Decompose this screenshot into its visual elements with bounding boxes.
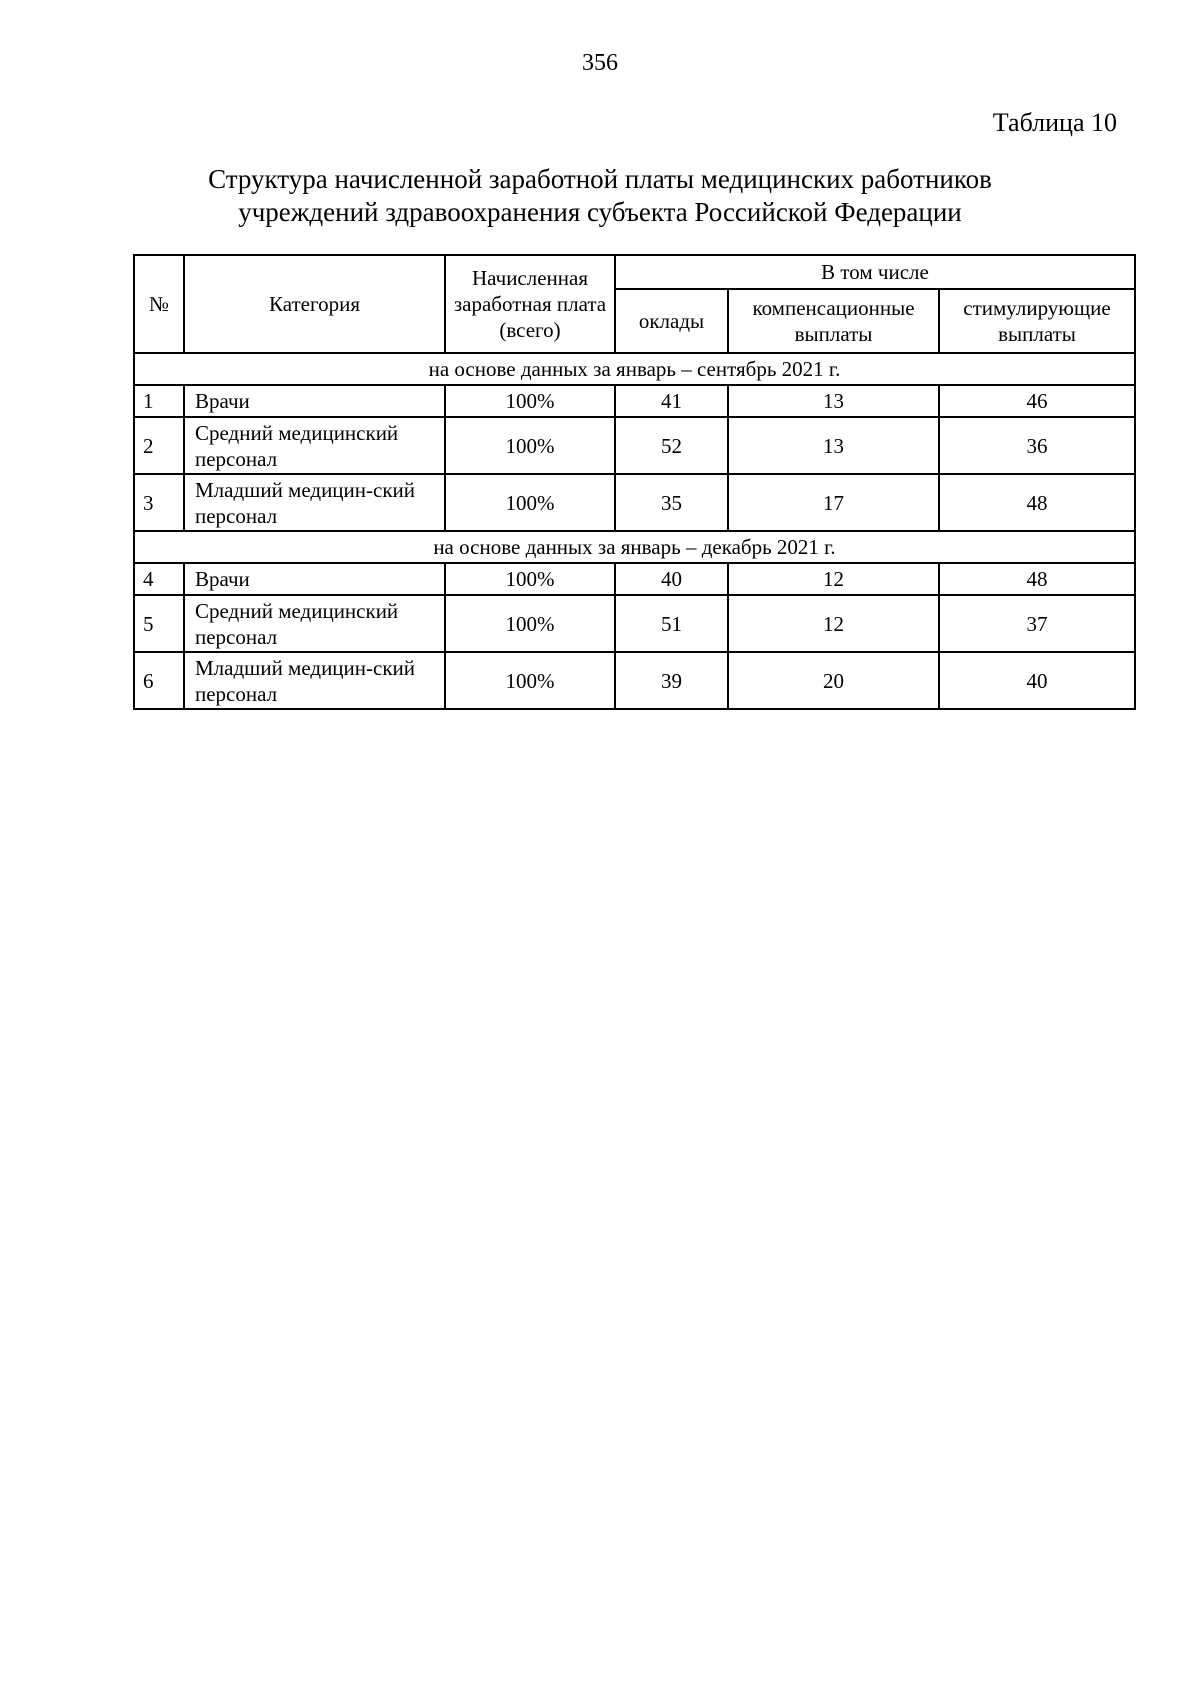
- row-category: Младший медицин-ский персонал: [184, 652, 445, 709]
- row-salaries: 51: [615, 595, 728, 652]
- row-compensation: 12: [728, 563, 939, 595]
- row-compensation: 13: [728, 417, 939, 474]
- row-number: 1: [134, 385, 184, 417]
- header-incentive: стимулирующие выплаты: [939, 289, 1135, 353]
- header-category: Категория: [184, 255, 445, 353]
- row-category: Врачи: [184, 385, 445, 417]
- row-number: 5: [134, 595, 184, 652]
- row-compensation: 13: [728, 385, 939, 417]
- title-line-2: учреждений здравоохранения субъекта Российской Федерации: [238, 197, 962, 227]
- section-title: на основе данных за январь – сентябрь 2021 г.: [134, 353, 1135, 385]
- table-row: [134, 474, 1135, 531]
- row-incentive: 48: [939, 474, 1135, 531]
- row-incentive: 48: [939, 563, 1135, 595]
- row-incentive: 36: [939, 417, 1135, 474]
- row-total: 100%: [445, 474, 615, 531]
- table-row: [134, 595, 1135, 652]
- row-number: 4: [134, 563, 184, 595]
- row-salaries: 40: [615, 563, 728, 595]
- row-total: 100%: [445, 652, 615, 709]
- row-compensation: 17: [728, 474, 939, 531]
- header-compensation: компенсационные выплаты: [728, 289, 939, 353]
- row-compensation: 12: [728, 595, 939, 652]
- row-number: 2: [134, 417, 184, 474]
- document-title: [0, 163, 1200, 229]
- row-total: 100%: [445, 417, 615, 474]
- row-total: 100%: [445, 595, 615, 652]
- table-row: [134, 417, 1135, 474]
- row-incentive: 46: [939, 385, 1135, 417]
- row-salaries: 35: [615, 474, 728, 531]
- row-category: Средний медицинский персонал: [184, 417, 445, 474]
- row-salaries: 39: [615, 652, 728, 709]
- row-number: 3: [134, 474, 184, 531]
- header-salaries: оклады: [615, 289, 728, 353]
- section-title: на основе данных за январь – декабрь 2021 г.: [134, 531, 1135, 563]
- header-total: Начисленная заработная плата (всего): [445, 255, 615, 353]
- row-number: 6: [134, 652, 184, 709]
- header-number: №: [134, 255, 184, 353]
- row-category: Врачи: [184, 563, 445, 595]
- table-row: [134, 652, 1135, 709]
- salary-structure-table: [133, 254, 1136, 710]
- table-label: Таблица 10: [992, 108, 1117, 137]
- header-including: В том числе: [615, 255, 1135, 289]
- row-salaries: 52: [615, 417, 728, 474]
- row-total: 100%: [445, 563, 615, 595]
- page-number: 356: [582, 50, 618, 76]
- row-compensation: 20: [728, 652, 939, 709]
- table-row: [134, 563, 1135, 595]
- row-category: Средний медицинский персонал: [184, 595, 445, 652]
- table-row: [134, 385, 1135, 417]
- row-salaries: 41: [615, 385, 728, 417]
- title-line-1: Структура начисленной заработной платы медицинских работников: [208, 164, 992, 194]
- row-total: 100%: [445, 385, 615, 417]
- row-incentive: 37: [939, 595, 1135, 652]
- row-category: Младший медицин-ский персонал: [184, 474, 445, 531]
- row-incentive: 40: [939, 652, 1135, 709]
